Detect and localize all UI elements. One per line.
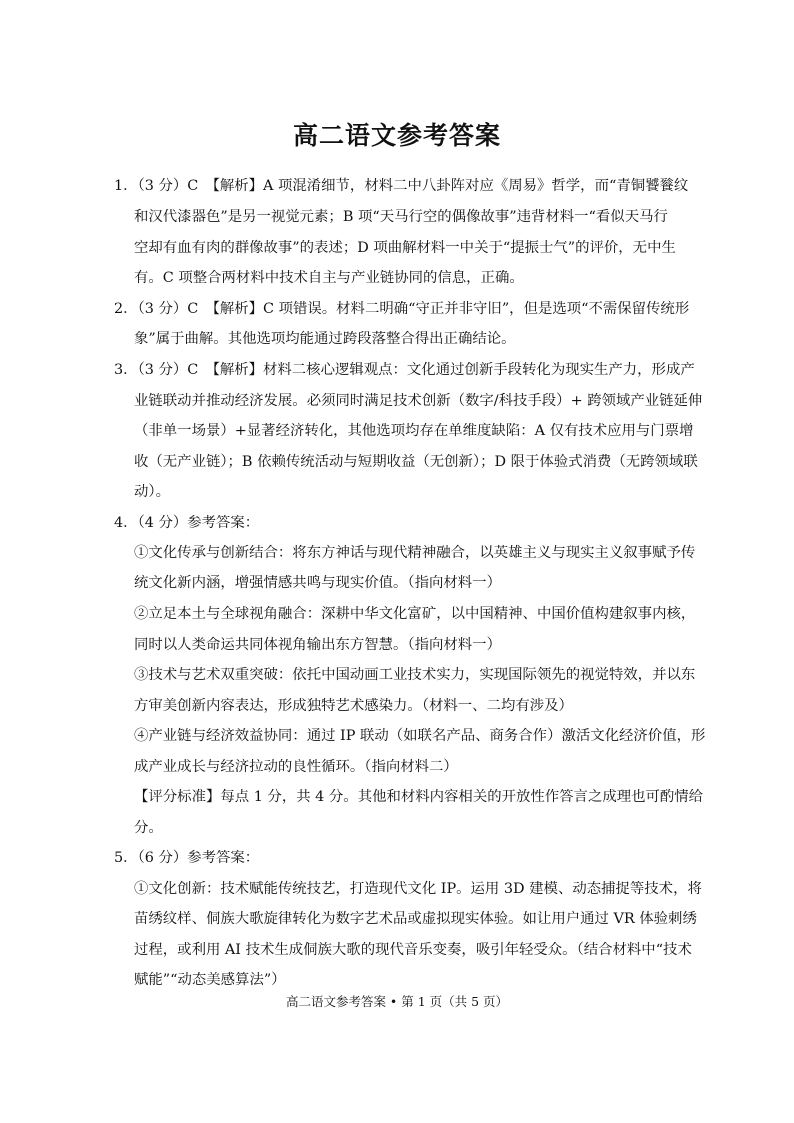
page-footer: 高二语文参考答案 • 第 1 页（共 5 页）	[285, 994, 509, 1009]
answer-4-point-1: ①文化传承与创新结合：将东方神话与现代精神融合，以英雄主义与现实主义叙事赋予传	[134, 545, 696, 561]
answer-4-point-1-cont: 统文化新内涵，增强情感共鸣与现实价值。（指向材料一）	[134, 575, 501, 591]
answer-1-line-2: 和汉代漆器色”是另一视觉元素；B 项“天马行空的偶像故事”违背材料一“看似天马行	[134, 209, 668, 225]
answer-4-point-4-cont: 成产业成长与经济拉动的良性循环。（指向材料二）	[134, 759, 458, 775]
answer-3-line-2: 业链联动并推动经济发展。必须同时满足技术创新（数字/科技手段）+ 跨领域产业链延伸	[134, 393, 703, 409]
answer-1-line-4: 有。C 项整合两材料中技术自主与产业链协同的信息，正确。	[134, 270, 524, 286]
answer-4-heading: 4．（4 分）参考答案：	[114, 515, 260, 531]
answer-4-scoring-cont: 分。	[134, 820, 163, 836]
answer-4-scoring: 【评分标准】每点 1 分，共 4 分。其他和材料内容相关的开放性作答言之成理也可酌情给	[134, 789, 704, 805]
answer-1-line-3: 空却有血有肉的群像故事”的表述；D 项曲解材料一中关于“提振士气”的评价，无中生	[134, 240, 676, 256]
answer-4-point-4: ④产业链与经济效益协同：通过 IP 联动（如联名产品、商务合作）激活文化经济价值，形	[134, 728, 706, 744]
answer-5-point-1: ①文化创新：技术赋能传统技艺，打造现代文化 IP。运用 3D 建模、动态捕捉等技术，将	[134, 881, 702, 897]
answer-1-line-1: 1．（3 分）C 【解析】A 项混淆细节，材料二中八卦阵对应《周易》哲学，而“青铜饕餮纹	[114, 178, 689, 194]
answer-5-point-1-cont-1: 苗绣纹样、侗族大歌旋律转化为数字艺术品或虚拟现实体验。如让用户通过 VR 体验刺绣	[134, 911, 697, 927]
answer-5-point-1-cont-2: 过程，或利用 AI 技术生成侗族大歌的现代音乐变奏，吸引年轻受众。（结合材料中“技术	[134, 942, 692, 958]
answer-5-heading: 5．（6 分）参考答案：	[114, 850, 260, 866]
answer-2-line-1: 2．（3 分）C 【解析】C 项错误。材料二明确“守正并非守旧”，但是选项“不需保留传统形	[114, 301, 690, 317]
answer-2-line-2: 象”属于曲解。其他选项均能通过跨段落整合得出正确结论。	[134, 331, 516, 347]
answer-4-point-2-cont: 同时以人类命运共同体视角输出东方智慧。（指向材料一）	[134, 637, 501, 653]
answer-3-line-5: 动）。	[134, 484, 170, 500]
answer-3-line-4: 收（无产业链）；B 依赖传统活动与短期收益（无创新）；D 限于体验式消费（无跨领域联	[134, 454, 698, 470]
answer-3-line-1: 3．（3 分）C 【解析】材料二核心逻辑观点：文化通过创新手段转化为现实生产力，形成产	[114, 362, 695, 378]
answer-4-point-2: ②立足本土与全球视角融合：深耕中华文化富矿，以中国精神、中国价值构建叙事内核，	[134, 606, 696, 622]
answer-5-point-1-cont-3: 赋能”“动态美感算法”）	[134, 972, 286, 988]
answer-3-line-3: （非单一场景）+显著经济转化，其他选项均存在单维度缺陷：A 仅有技术应用与门票增	[134, 423, 694, 439]
answer-4-point-3-cont: 方审美创新内容表达，形成独特艺术感染力。（材料一、二均有涉及）	[134, 698, 573, 714]
answer-4-point-3: ③技术与艺术双重突破：依托中国动画工业技术实力，实现国际领先的视觉特效，并以东	[134, 667, 696, 683]
page-title: 高二语文参考答案	[292, 121, 501, 150]
